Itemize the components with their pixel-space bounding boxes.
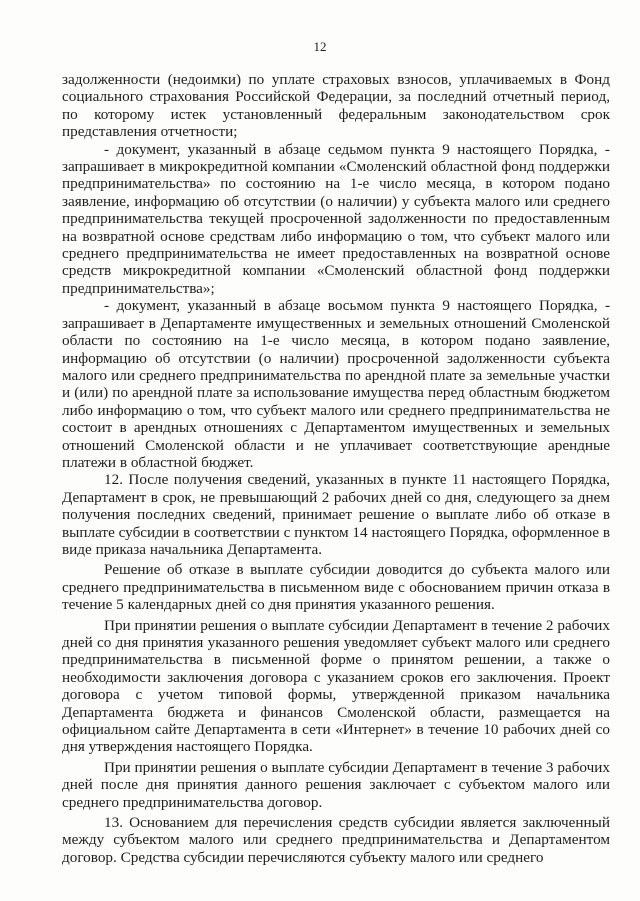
paragraph-contract-conclusion: При принятии решения о выплате субсидии Департамент в течение 3 рабочих дней после дня принятия данного решения заключает с субъектом малого или среднего предпринимательства договор.	[62, 758, 610, 811]
paragraph-clause-12: 12. После получения сведений, указанных в пункте 11 настоящего Порядка, Департамент в срок, не превышающий 2 рабочих дней со дня, следующего за днем получения последних сведений, принимает решение о выплате либо об отказе в выплате субсидии в соответствии с пунктом 14 настоящего Порядка, оформленное в виде приказа начальника Департамента.	[62, 471, 610, 558]
paragraph-document-item-7: - документ, указанный в абзаце седьмом пункта 9 настоящего Порядка, - запрашивает в микрокредитной компании «Смоленский областной фонд поддержки предпринимательства» по состоянию на 1-е число месяца, в котором подано заявление, информацию об отсутствии (о наличии) у субъекта малого или среднего предпринимательства текущей просроченной задолженности по предоставленным на возвратной основе средствам либо информацию о том, что субъект малого или среднего предпринимательства не имеет предоставленных на возвратной основе средств микрокредитной компании «Смоленский областной фонд поддержки предпринимательства»;	[62, 140, 610, 297]
paragraph-approval-notice: При принятии решения о выплате субсидии Департамент в течение 2 рабочих дней со дня принятия указанного решения уведомляет субъект малого или среднего предпринимательства в письменной форме о принятом решении, а также о необходимости заключения договора с указанием сроков его заключения. Проект договора с учетом типовой формы, утвержденной приказом начальника Департамента бюджета и финансов Смоленской области, размещается на официальном сайте Департамента в сети «Интернет» в течение 10 рабочих дней со дня утверждения настоящего Порядка.	[62, 616, 610, 756]
paragraph-continuation: задолженности (недоимки) по уплате страховых взносов, уплачиваемых в Фонд социального страхования Российской Федерации, за последний отчетный период, по которому истек установленный федеральным законодательством срок представления отчетности;	[62, 71, 610, 141]
page-number: 12	[313, 39, 327, 54]
paragraph-clause-13: 13. Основанием для перечисления средств субсидии является заключенный между субъектом малого или среднего предпринимательства и Департаментом договор. Средства субсидии перечисляются субъекту малого или среднего	[62, 814, 610, 866]
paragraph-refusal-notice: Решение об отказе в выплате субсидии доводится до субъекта малого или среднего предпринимательства в письменном виде с обоснованием причин отказа в течение 5 календарных дней со дня принятия указанного решения.	[62, 561, 610, 614]
document-body	[62, 71, 610, 866]
paragraph-document-item-8: - документ, указанный в абзаце восьмом пункта 9 настоящего Порядка, - запрашивает в Департаменте имущественных и земельных отношений Смоленской области по состоянию на 1-е число месяца, в котором подано заявление, информацию об отсутствии (о наличии) просроченной задолженности субъекта малого или среднего предпринимательства по арендной плате за земельные участки и (или) по арендной плате за использование имущества перед областным бюджетом либо информацию о том, что субъект малого или среднего предпринимательства не состоит в арендных отношениях с Департаментом имущественных и земельных отношений Смоленской области и не уплачивает соответствующие арендные платежи в областной бюджет.	[62, 297, 610, 471]
